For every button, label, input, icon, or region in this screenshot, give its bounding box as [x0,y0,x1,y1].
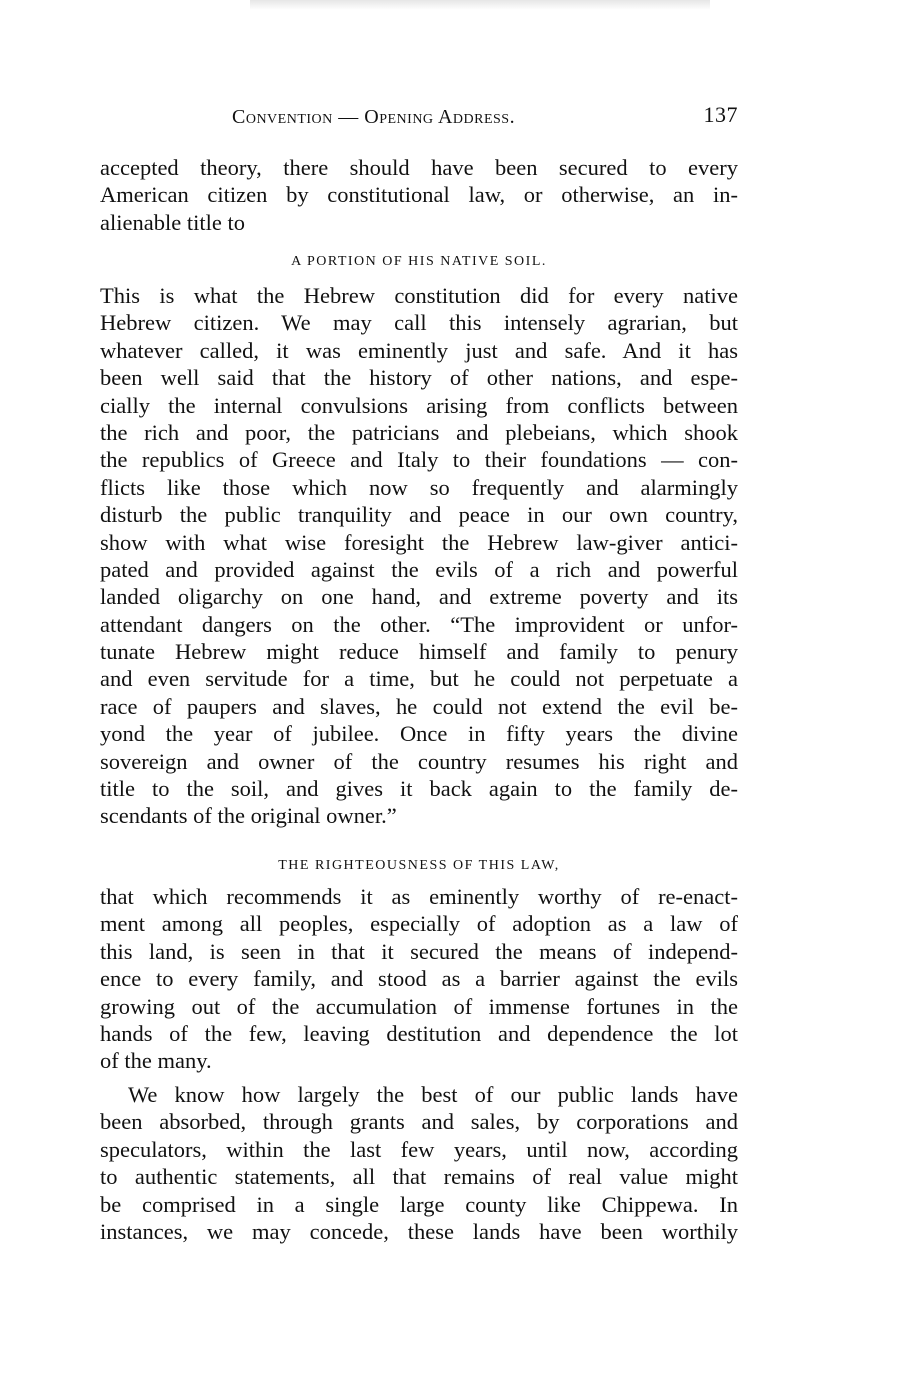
text-line: We know how largely the best of our public lands have [128,1082,738,1107]
paragraph-1 [100,154,738,236]
text-line: that which recommends it as eminently worthy of re-enact- [100,884,738,909]
paragraph-4 [100,1081,738,1245]
text-line: cially the internal convulsions arising from conflicts between [100,392,738,418]
text-line: attendant dangers on the other. “The improvident or unfor- [100,611,738,637]
running-header-title: Convention — Opening Address. [232,106,516,128]
text-line: be comprised in a single large county like Chippewa. In [100,1191,738,1217]
text-line: flicts like those which now so frequently and alarmingly [100,474,738,500]
text-line: to authentic statements, all that remains of real value might [100,1164,738,1190]
text-line: ment among all peoples, especially of adoption as a law of [100,911,738,937]
text-line: This is what the Hebrew constitution did for every native [100,283,738,308]
text-line: the republics of Greece and Italy to their foundations — con- [100,447,738,473]
text-line: pated and provided against the evils of a rich and powerful [100,556,738,582]
text-line: whatever called, it was eminently just and safe. And it has [100,337,738,363]
paragraph-2 [100,282,738,830]
text-line: show with what wise foresight the Hebrew law-giver antici- [100,529,738,555]
text-line: landed oligarchy on one hand, and extreme poverty and its [100,584,738,610]
text-line: accepted theory, there should have been secured to every [100,155,738,180]
text-line: disturb the public tranquility and peace in our own country, [100,502,738,528]
text-line: and even servitude for a time, but he could not perpetuate a [100,666,738,692]
text-line: growing out of the accumulation of immense fortunes in the [100,993,738,1019]
text-line: sovereign and owner of the country resumes his right and [100,748,738,774]
text-line: this land, is seen in that it secured the means of independ- [100,938,738,964]
text-line: tunate Hebrew might reduce himself and family to penury [100,639,738,665]
running-header [100,102,738,134]
text-line: race of paupers and slaves, he could not extend the evil be- [100,693,738,719]
text-line: scendants of the original owner.” [100,803,397,829]
text-line: instances, we may concede, these lands have been worthily [100,1218,738,1244]
text-line: been well said that the history of other nations, and espe- [100,365,738,391]
section-heading-native-soil: A PORTION OF HIS NATIVE SOIL. [291,254,547,269]
page-number: 137 [703,102,738,127]
text-line: hands of the few, leaving destitution and dependence the lot [100,1020,738,1046]
text-line: American citizen by constitutional law, or otherwise, an in- [100,182,738,208]
text-line: been absorbed, through grants and sales, by corporations and [100,1109,738,1135]
text-line: the rich and poor, the patricians and plebeians, which shook [100,419,738,445]
text-line: of the many. [100,1048,212,1074]
paragraph-3 [100,883,738,1075]
scan-edge [250,0,710,10]
text-line: ence to every family, and stood as a barrier against the evils [100,966,738,992]
text-line: alienable title to [100,209,245,235]
text-line: yond the year of jubilee. Once in fifty years the divine [100,721,738,747]
text-line: title to the soil, and gives it back again to the family de- [100,776,738,802]
text-line: speculators, within the last few years, until now, according [100,1136,738,1162]
text-line: Hebrew citizen. We may call this intensely agrarian, but [100,310,738,336]
section-heading-righteousness: THE RIGHTEOUSNESS OF THIS LAW, [278,858,560,873]
